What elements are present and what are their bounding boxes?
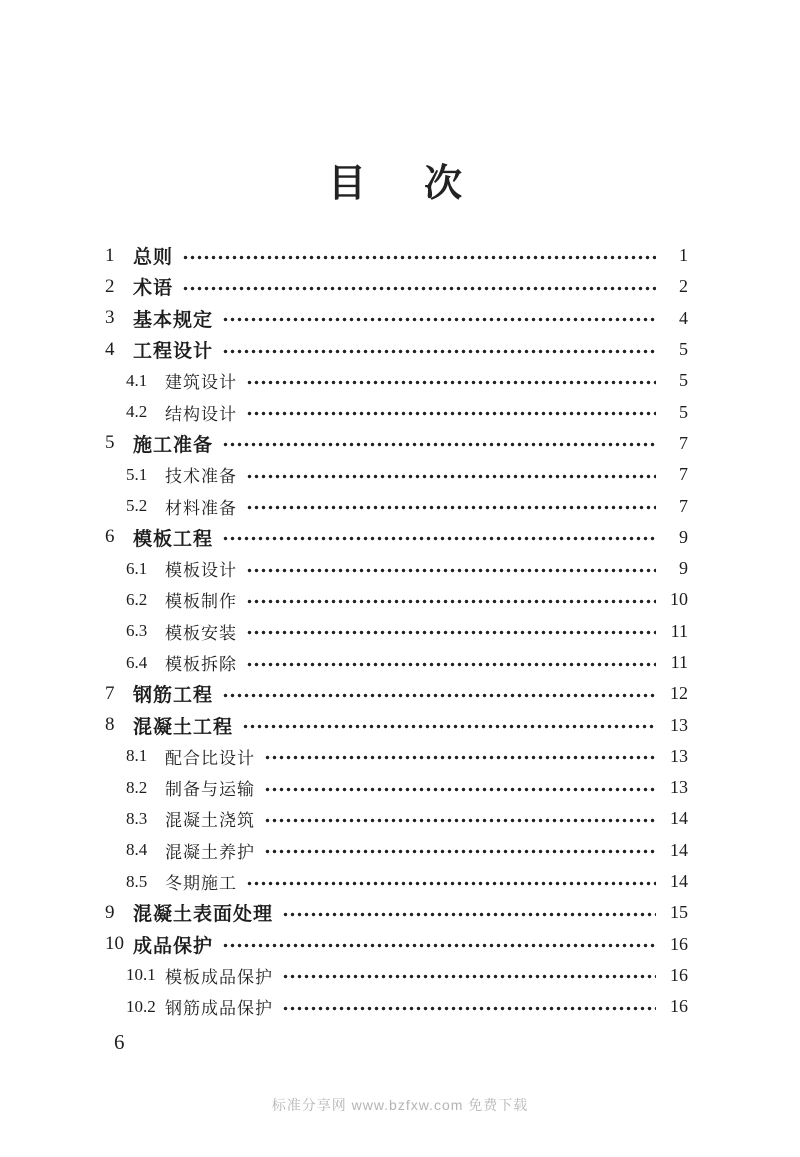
toc-entry [105, 303, 688, 334]
toc-entry-title: 混凝土表面处理 [133, 904, 274, 926]
toc-entry [105, 365, 688, 396]
dot-leader [182, 253, 656, 262]
dot-leader [222, 534, 656, 543]
dot-leader [246, 409, 656, 418]
dot-leader [182, 284, 656, 293]
toc-entry-title: 材料准备 [165, 498, 237, 518]
toc-entry-title: 钢筋工程 [133, 685, 214, 707]
toc-entry [105, 490, 688, 521]
toc-entry [105, 741, 688, 772]
toc-entry-number: 8.3 [126, 808, 148, 828]
dot-leader [222, 347, 656, 356]
toc-entry-page: 14 [670, 871, 688, 892]
toc-entry-page: 5 [679, 370, 688, 391]
dot-leader [282, 1004, 656, 1013]
toc-entry-number: 10 [105, 933, 124, 955]
toc-entry-page: 9 [679, 526, 688, 547]
dot-leader [264, 753, 656, 762]
toc-entry [105, 271, 688, 302]
toc-entry-title: 建筑设计 [165, 373, 237, 393]
toc-entry-page: 14 [670, 839, 688, 860]
toc-entry [105, 960, 688, 991]
toc-list [105, 240, 688, 1022]
dot-leader [246, 628, 656, 637]
toc-entry-number: 9 [105, 901, 115, 923]
toc-entry-title: 总则 [133, 247, 174, 269]
toc-entry-number: 8.2 [126, 777, 148, 797]
toc-entry [105, 396, 688, 427]
toc-entry [105, 866, 688, 897]
dot-leader [264, 785, 656, 794]
toc-entry [105, 929, 688, 960]
toc-entry-page: 7 [679, 464, 688, 485]
toc-entry-title: 基本规定 [133, 309, 214, 331]
toc-entry-title: 成品保护 [133, 935, 214, 957]
toc-entry-number: 10.2 [126, 996, 156, 1016]
dot-leader [246, 660, 656, 669]
toc-entry-number: 1 [105, 244, 115, 266]
toc-entry-number: 8.5 [126, 871, 148, 891]
toc-entry-page: 16 [670, 964, 688, 985]
toc-entry [105, 553, 688, 584]
toc-entry-page: 1 [679, 245, 688, 266]
toc-entry-number: 10.1 [126, 965, 156, 985]
dot-leader [246, 378, 656, 387]
toc-entry-title: 施工准备 [133, 434, 214, 456]
folio-page-number: 6 [114, 1030, 125, 1054]
toc-entry-title: 术语 [133, 278, 174, 300]
dot-leader [222, 315, 656, 324]
dot-leader [222, 440, 656, 449]
dot-leader [246, 597, 656, 606]
toc-entry-title: 钢筋成品保护 [165, 999, 273, 1019]
watermark-text: 标准分享网 www.bzfxw.com 免费下载 [271, 1097, 529, 1113]
toc-entry-title: 混凝土浇筑 [165, 811, 255, 831]
toc-entry-page: 2 [679, 276, 688, 297]
toc-entry-number: 3 [105, 307, 115, 329]
toc-entry-title: 技术准备 [165, 467, 237, 487]
toc-entry [105, 616, 688, 647]
toc-entry-page: 5 [679, 339, 688, 360]
toc-entry-number: 6.4 [126, 652, 148, 672]
toc-entry [105, 522, 688, 553]
toc-entry [105, 897, 688, 928]
toc-entry-page: 13 [670, 745, 688, 766]
toc-entry-number: 8.4 [126, 840, 148, 860]
toc-entry-number: 2 [105, 275, 115, 297]
toc-entry-page: 10 [670, 589, 688, 610]
toc-entry-title: 模板拆除 [165, 655, 237, 674]
toc-entry-title: 冬期施工 [165, 874, 237, 894]
dot-leader [264, 816, 656, 825]
toc-entry-page: 15 [670, 902, 688, 923]
toc-entry-title: 混凝土养护 [165, 842, 255, 862]
toc-entry-page: 11 [670, 652, 688, 672]
toc-entry [105, 459, 688, 490]
toc-entry-number: 7 [105, 682, 115, 704]
toc-entry-title: 模板成品保护 [165, 967, 273, 987]
toc-entry-number: 5.1 [126, 464, 148, 484]
toc-entry-number: 5.2 [126, 496, 148, 516]
toc-entry [105, 772, 688, 803]
toc-entry [105, 991, 688, 1022]
toc-entry-number: 8.1 [126, 746, 148, 766]
toc-entry-page: 16 [670, 933, 688, 954]
toc-entry [105, 835, 688, 866]
toc-entry [105, 709, 688, 740]
toc-entry-page: 9 [679, 558, 688, 579]
dot-leader [246, 879, 656, 888]
toc-entry-number: 5 [105, 432, 115, 454]
toc-entry-number: 4.1 [126, 370, 148, 390]
page-title: 目 次 [327, 163, 472, 205]
toc-entry-page: 16 [670, 996, 688, 1017]
toc-entry-number: 6.1 [126, 558, 148, 578]
toc-entry-page: 4 [679, 307, 688, 328]
toc-entry [105, 803, 688, 834]
toc-entry-page: 14 [670, 808, 688, 829]
dot-leader [282, 972, 656, 981]
dot-leader [222, 941, 656, 950]
toc-entry-page: 12 [670, 683, 688, 704]
dot-leader [222, 691, 656, 700]
dot-leader [246, 503, 656, 512]
toc-entry-number: 6.2 [126, 589, 148, 609]
dot-leader [246, 566, 656, 575]
dot-leader [246, 472, 656, 481]
dot-leader [264, 847, 656, 856]
toc-entry-title: 工程设计 [133, 341, 214, 363]
toc-entry-page: 11 [670, 620, 688, 641]
toc-entry-page: 13 [670, 777, 688, 798]
toc-entry-number: 8 [105, 714, 115, 736]
toc-entry [105, 678, 688, 709]
toc-entry [105, 428, 688, 459]
toc-entry-title: 模板制作 [165, 592, 237, 612]
toc-entry-title: 模板设计 [165, 561, 237, 581]
dot-leader [282, 910, 656, 919]
toc-entry [105, 334, 688, 365]
toc-entry [105, 647, 688, 678]
toc-entry-number: 4 [105, 338, 115, 360]
toc-entry-title: 模板安装 [165, 623, 237, 643]
toc-entry-page: 7 [679, 432, 688, 453]
toc-entry-page: 7 [679, 495, 688, 516]
toc-entry-title: 制备与运输 [165, 780, 255, 800]
toc-entry-number: 6 [105, 526, 115, 548]
toc-entry-page: 13 [670, 714, 688, 735]
toc-entry [105, 240, 688, 271]
toc-entry-title: 结构设计 [165, 404, 237, 424]
toc-entry-title: 模板工程 [133, 528, 214, 550]
toc-entry-page: 5 [679, 401, 688, 422]
dot-leader [242, 722, 656, 731]
toc-entry [105, 584, 688, 615]
toc-entry-number: 4.2 [126, 402, 148, 422]
toc-entry-title: 配合比设计 [165, 748, 255, 768]
toc-entry-title: 混凝土工程 [133, 716, 234, 738]
toc-entry-number: 6.3 [126, 621, 148, 641]
